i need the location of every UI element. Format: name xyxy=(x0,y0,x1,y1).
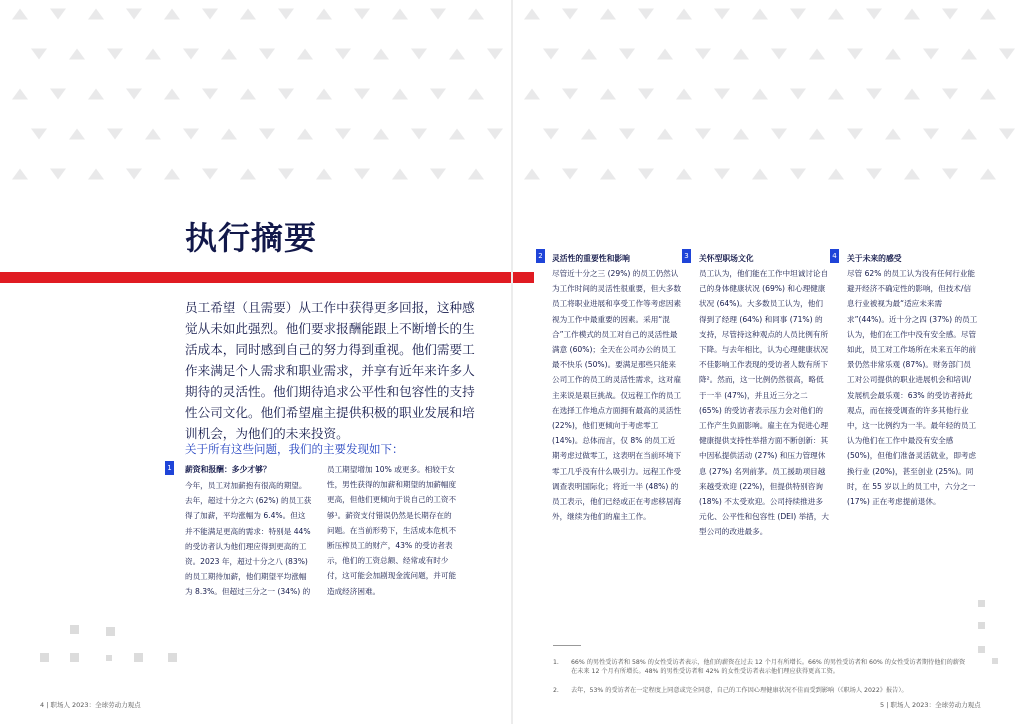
pattern-triangle xyxy=(961,49,977,60)
section-3-number-badge: 3 xyxy=(682,249,691,263)
pattern-triangle xyxy=(543,49,559,60)
pattern-triangle xyxy=(543,129,559,140)
red-accent-bar-continued xyxy=(512,272,534,283)
pattern-triangle xyxy=(581,49,597,60)
pattern-triangle xyxy=(942,9,958,20)
pattern-triangle xyxy=(126,9,142,20)
pattern-triangle xyxy=(354,9,370,20)
pattern-triangle xyxy=(752,9,768,20)
pattern-triangle xyxy=(487,49,503,60)
pattern-triangle xyxy=(828,169,844,180)
pattern-triangle xyxy=(202,89,218,100)
pattern-triangle xyxy=(69,49,85,60)
pattern-square xyxy=(70,653,79,662)
pattern-triangle xyxy=(50,169,66,180)
pattern-triangle xyxy=(619,49,635,60)
pattern-triangle xyxy=(183,129,199,140)
pattern-triangle xyxy=(866,169,882,180)
pattern-triangle xyxy=(752,89,768,100)
pattern-square xyxy=(70,625,79,634)
pattern-triangle xyxy=(714,169,730,180)
pattern-triangle xyxy=(600,169,616,180)
pattern-triangle xyxy=(809,49,825,60)
section-4-title: 关于未来的感受 xyxy=(847,254,902,263)
pattern-triangle xyxy=(600,89,616,100)
pattern-triangle xyxy=(468,9,484,20)
pattern-triangle xyxy=(524,9,540,20)
section-4-text: 尽管 62% 的员工认为没有任何行业能避开经济不确定性的影响，但技术/信息行业被视为最“适应未来需求”(44%)。近十分之四 (37%) 的员工认为，他们在工作中没有安全感。尽管如此，员工对工作场所在未来五年的前景仍然非常乐观 (87%)。财务部门员工对公司提供的职业进展机会和培训/发展机会最乐观：63% 的受访者持此观点，而在接受调查的许多其他行业中，这一比例约为一半。最年轻的员工认为他们在工作中最没有安全感 (50%)，但他们准备灵活就业，即考虑换行业 (20%)，甚至创业 (25%)。同时，在 55 岁以上的员工中，六分之一 (17%) 正在考虑提前退休。 xyxy=(847,269,978,507)
page-title: 执行摘要 xyxy=(185,219,318,257)
pattern-triangle xyxy=(828,9,844,20)
pattern-triangle xyxy=(771,49,787,60)
pattern-triangle xyxy=(50,89,66,100)
pattern-triangle xyxy=(809,129,825,140)
pattern-triangle xyxy=(790,9,806,20)
pattern-triangle xyxy=(923,49,939,60)
section-1-number-badge: 1 xyxy=(165,461,174,475)
pattern-triangle xyxy=(942,89,958,100)
pattern-triangle xyxy=(790,89,806,100)
pattern-triangle xyxy=(562,9,578,20)
pattern-square xyxy=(40,653,49,662)
pattern-triangle xyxy=(904,89,920,100)
pattern-triangle xyxy=(638,169,654,180)
pattern-triangle xyxy=(259,129,275,140)
folio-right: 5 | 职场人 2023：全球劳动力观点 xyxy=(880,701,981,709)
pattern-triangle xyxy=(619,129,635,140)
pattern-triangle xyxy=(240,169,256,180)
footnote-rule xyxy=(553,645,581,646)
pattern-triangle xyxy=(278,169,294,180)
pattern-triangle xyxy=(980,169,996,180)
pattern-triangle xyxy=(12,89,28,100)
pattern-triangle xyxy=(733,129,749,140)
pattern-triangle xyxy=(354,89,370,100)
footnote-2-number: 2. xyxy=(553,687,559,694)
square-pattern xyxy=(40,625,180,670)
pattern-triangle xyxy=(145,129,161,140)
pattern-triangle xyxy=(430,9,446,20)
pattern-triangle xyxy=(449,129,465,140)
pattern-triangle xyxy=(69,129,85,140)
pattern-triangle xyxy=(942,169,958,180)
pattern-triangle xyxy=(562,89,578,100)
pattern-triangle xyxy=(316,89,332,100)
section-2-text: 尽管近十分之三 (29%) 的员工仍然认为工作时间的灵活性很重要，但大多数员工将职业进展和享受工作等考虑因素视为工作中最重要的因素。采用“混合”工作模式的员工对自己的灵活性最满意 (60%)；全天在公司办公的员工最不快乐 (50%)。要满足那些只能来公司工作的员工的灵活性需求，这对雇主来说是艰巨挑战。仅远程工作的员工在选择工作地点方面拥有最高的灵活性 (22%)，他们更倾向于考虑零工 (14%)。总体而言，仅 8% 的员工近期考虑过做零工，这表明在当前环境下零工几乎没有什么吸引力。远程工作受调查表明国际化；将近一半 (48%) 的员工表示，他们已经或正在考虑移居海外，继续为他们的雇主工作。 xyxy=(552,269,682,522)
pattern-square xyxy=(978,600,985,607)
pattern-triangle xyxy=(847,49,863,60)
pattern-triangle xyxy=(392,9,408,20)
section-2-number-badge: 2 xyxy=(536,249,545,263)
pattern-triangle xyxy=(524,89,540,100)
pattern-triangle xyxy=(468,169,484,180)
pattern-triangle xyxy=(278,9,294,20)
pattern-triangle xyxy=(904,9,920,20)
pattern-triangle xyxy=(999,49,1015,60)
section-3-text: 员工认为，他们能在工作中坦诚讨论自己的身体健康状况 (69%) 和心理健康状况 (64%)。大多数员工认为，他们得到了经理 (64%) 和同事 (71%) 的支持，尽管持这种观点的人员比例有所下降。与去年相比，认为心理健康状况不佳影响工作表现的受访者人数有所下降²。然而，这一比例仍然很高，略低于一半 (47%)，并且近三分之二 (65%) 的受访者表示压力会对他们的工作产生负面影响。雇主在为促进心理健康提供支持性举措方面不断创新：其中因私提供活动 (27%) 和压力管理休息 (27%) 名列前茅。员工援助项目越来越受欢迎 (22%)，但提供特别咨询 (18%) 不太受欢迎。公司持续推进多元化、公平性和包容性 (DEI) 举措，大型公司的改进最多。 xyxy=(699,269,829,537)
pattern-triangle xyxy=(240,9,256,20)
pattern-triangle xyxy=(354,169,370,180)
pattern-triangle xyxy=(373,129,389,140)
pattern-triangle xyxy=(752,169,768,180)
pattern-triangle xyxy=(430,169,446,180)
pattern-triangle xyxy=(524,169,540,180)
pattern-triangle xyxy=(221,49,237,60)
pattern-triangle xyxy=(657,49,673,60)
triangle-pattern xyxy=(0,0,512,200)
intro-paragraph: 员工希望（且需要）从工作中获得更多回报，这种感觉从未如此强烈。他们要求报酬能跟上不断增长的生活成本，同时感到自己的努力得到重视。他们需要工作来满足个人需求和职业需求，并享有近年来许多人期待的灵活性。他们期待追求公平性和包容性的支持性公司文化。他们希望雇主提供积极的职业发展和培训机会，为他们的未来投资。 xyxy=(185,300,475,441)
pattern-triangle xyxy=(183,49,199,60)
pattern-triangle xyxy=(695,129,711,140)
pattern-triangle xyxy=(107,129,123,140)
triangle-pattern xyxy=(512,0,1024,200)
pattern-triangle xyxy=(847,129,863,140)
pattern-triangle xyxy=(695,49,711,60)
pattern-triangle xyxy=(335,129,351,140)
pattern-triangle xyxy=(771,129,787,140)
pattern-square xyxy=(134,653,143,662)
pattern-triangle xyxy=(411,49,427,60)
pattern-triangle xyxy=(468,89,484,100)
pattern-triangle xyxy=(885,49,901,60)
pattern-triangle xyxy=(430,89,446,100)
pattern-triangle xyxy=(392,169,408,180)
pattern-triangle xyxy=(297,49,313,60)
pattern-triangle xyxy=(676,89,692,100)
pattern-triangle xyxy=(145,49,161,60)
pattern-triangle xyxy=(638,9,654,20)
footnote-2-text: 去年，53% 的受访者在一定程度上同意或完全同意，自己的工作因心理健康状况不佳而受到影响（《职场人 2022》报告）。 xyxy=(571,687,908,694)
pattern-triangle xyxy=(88,89,104,100)
pattern-triangle xyxy=(449,49,465,60)
pattern-triangle xyxy=(676,169,692,180)
pattern-triangle xyxy=(392,89,408,100)
pattern-triangle xyxy=(923,129,939,140)
pattern-triangle xyxy=(164,89,180,100)
pattern-triangle xyxy=(676,9,692,20)
pattern-triangle xyxy=(297,129,313,140)
pattern-triangle xyxy=(999,129,1015,140)
pattern-square xyxy=(106,627,115,636)
pattern-triangle xyxy=(714,89,730,100)
pattern-triangle xyxy=(733,49,749,60)
pattern-square xyxy=(978,646,985,653)
pattern-square xyxy=(168,653,177,662)
page-gutter xyxy=(511,0,513,724)
pattern-triangle xyxy=(31,49,47,60)
pattern-triangle xyxy=(828,89,844,100)
pattern-triangle xyxy=(638,89,654,100)
pattern-triangle xyxy=(980,9,996,20)
section-3-title: 关怀型职场文化 xyxy=(699,254,754,263)
pattern-triangle xyxy=(12,169,28,180)
pattern-square xyxy=(106,655,112,661)
pattern-triangle xyxy=(12,9,28,20)
pattern-triangle xyxy=(88,169,104,180)
pattern-triangle xyxy=(562,169,578,180)
pattern-square xyxy=(992,658,998,664)
pattern-triangle xyxy=(411,129,427,140)
pattern-triangle xyxy=(581,129,597,140)
pattern-triangle xyxy=(202,169,218,180)
pattern-triangle xyxy=(487,129,503,140)
pattern-triangle xyxy=(126,89,142,100)
pattern-triangle xyxy=(88,9,104,20)
section-1-title: 薪资和报酬：多少才够？ xyxy=(185,465,271,474)
pattern-triangle xyxy=(202,9,218,20)
pattern-triangle xyxy=(164,169,180,180)
pattern-triangle xyxy=(714,9,730,20)
pattern-triangle xyxy=(31,129,47,140)
pattern-triangle xyxy=(126,169,142,180)
pattern-triangle xyxy=(259,49,275,60)
pattern-triangle xyxy=(600,9,616,20)
pattern-triangle xyxy=(866,89,882,100)
pattern-square xyxy=(978,622,985,629)
pattern-triangle xyxy=(961,129,977,140)
pattern-triangle xyxy=(316,9,332,20)
pattern-triangle xyxy=(164,9,180,20)
pattern-triangle xyxy=(885,129,901,140)
folio-left: 4 | 职场人 2023：全球劳动力观点 xyxy=(40,701,141,709)
section-2-title: 灵活性的重要性和影响 xyxy=(552,254,630,263)
pattern-triangle xyxy=(278,89,294,100)
pattern-triangle xyxy=(980,89,996,100)
pattern-triangle xyxy=(316,169,332,180)
right-page xyxy=(512,0,1024,724)
section-1-text-col-a: 今年，员工对加薪抱有很高的期望。去年，超过十分之六 (62%) 的员工获得了加薪，平均涨幅为 6.4%。但这并不能满足更高的需求：特别是 44% 的受访者认为他们理应得到更高的工资。2023 年，超过十分之八 (83%) 的员工期待加薪，他们期望平均涨幅为 8.3%。但超过三分之一 (34%) 的 xyxy=(185,481,312,597)
pattern-triangle xyxy=(50,9,66,20)
pattern-triangle xyxy=(866,9,882,20)
section-4-number-badge: 4 xyxy=(830,249,839,263)
pattern-triangle xyxy=(335,49,351,60)
pattern-triangle xyxy=(373,49,389,60)
pattern-triangle xyxy=(657,129,673,140)
footnote-1-text: 66% 的男性受访者和 58% 的女性受访者表示，他们的薪资在过去 12 个月有所增长。66% 的男性受访者和 60% 的女性受访者期待他们的薪资在未来 12 个月有所增长。48% 的男性受访者和 42% 的女性受访者表示他们理应获得更高工资。 xyxy=(571,659,966,676)
pattern-triangle xyxy=(221,129,237,140)
pattern-triangle xyxy=(790,169,806,180)
pattern-triangle xyxy=(240,89,256,100)
findings-heading: 关于所有这些问题，我们的主要发现如下： xyxy=(185,442,404,456)
pattern-triangle xyxy=(107,49,123,60)
footnote-1-number: 1. xyxy=(553,659,559,666)
section-1-text-col-b: 员工期望增加 10% 或更多。相较于女性，男性获得的加薪和期望的加薪幅度更高，但他们更倾向于说自己的工资不够¹。薪资支付错误仍然是长期存在的问题。在当前形势下，生活成本危机不断压榨员工的财产，43% 的受访者表示，他们的工资总额、经常或有时少付，这可能会加剧现金流问题，并可能造成经济困难。 xyxy=(327,465,457,596)
pattern-triangle xyxy=(904,169,920,180)
red-accent-bar xyxy=(0,272,512,283)
